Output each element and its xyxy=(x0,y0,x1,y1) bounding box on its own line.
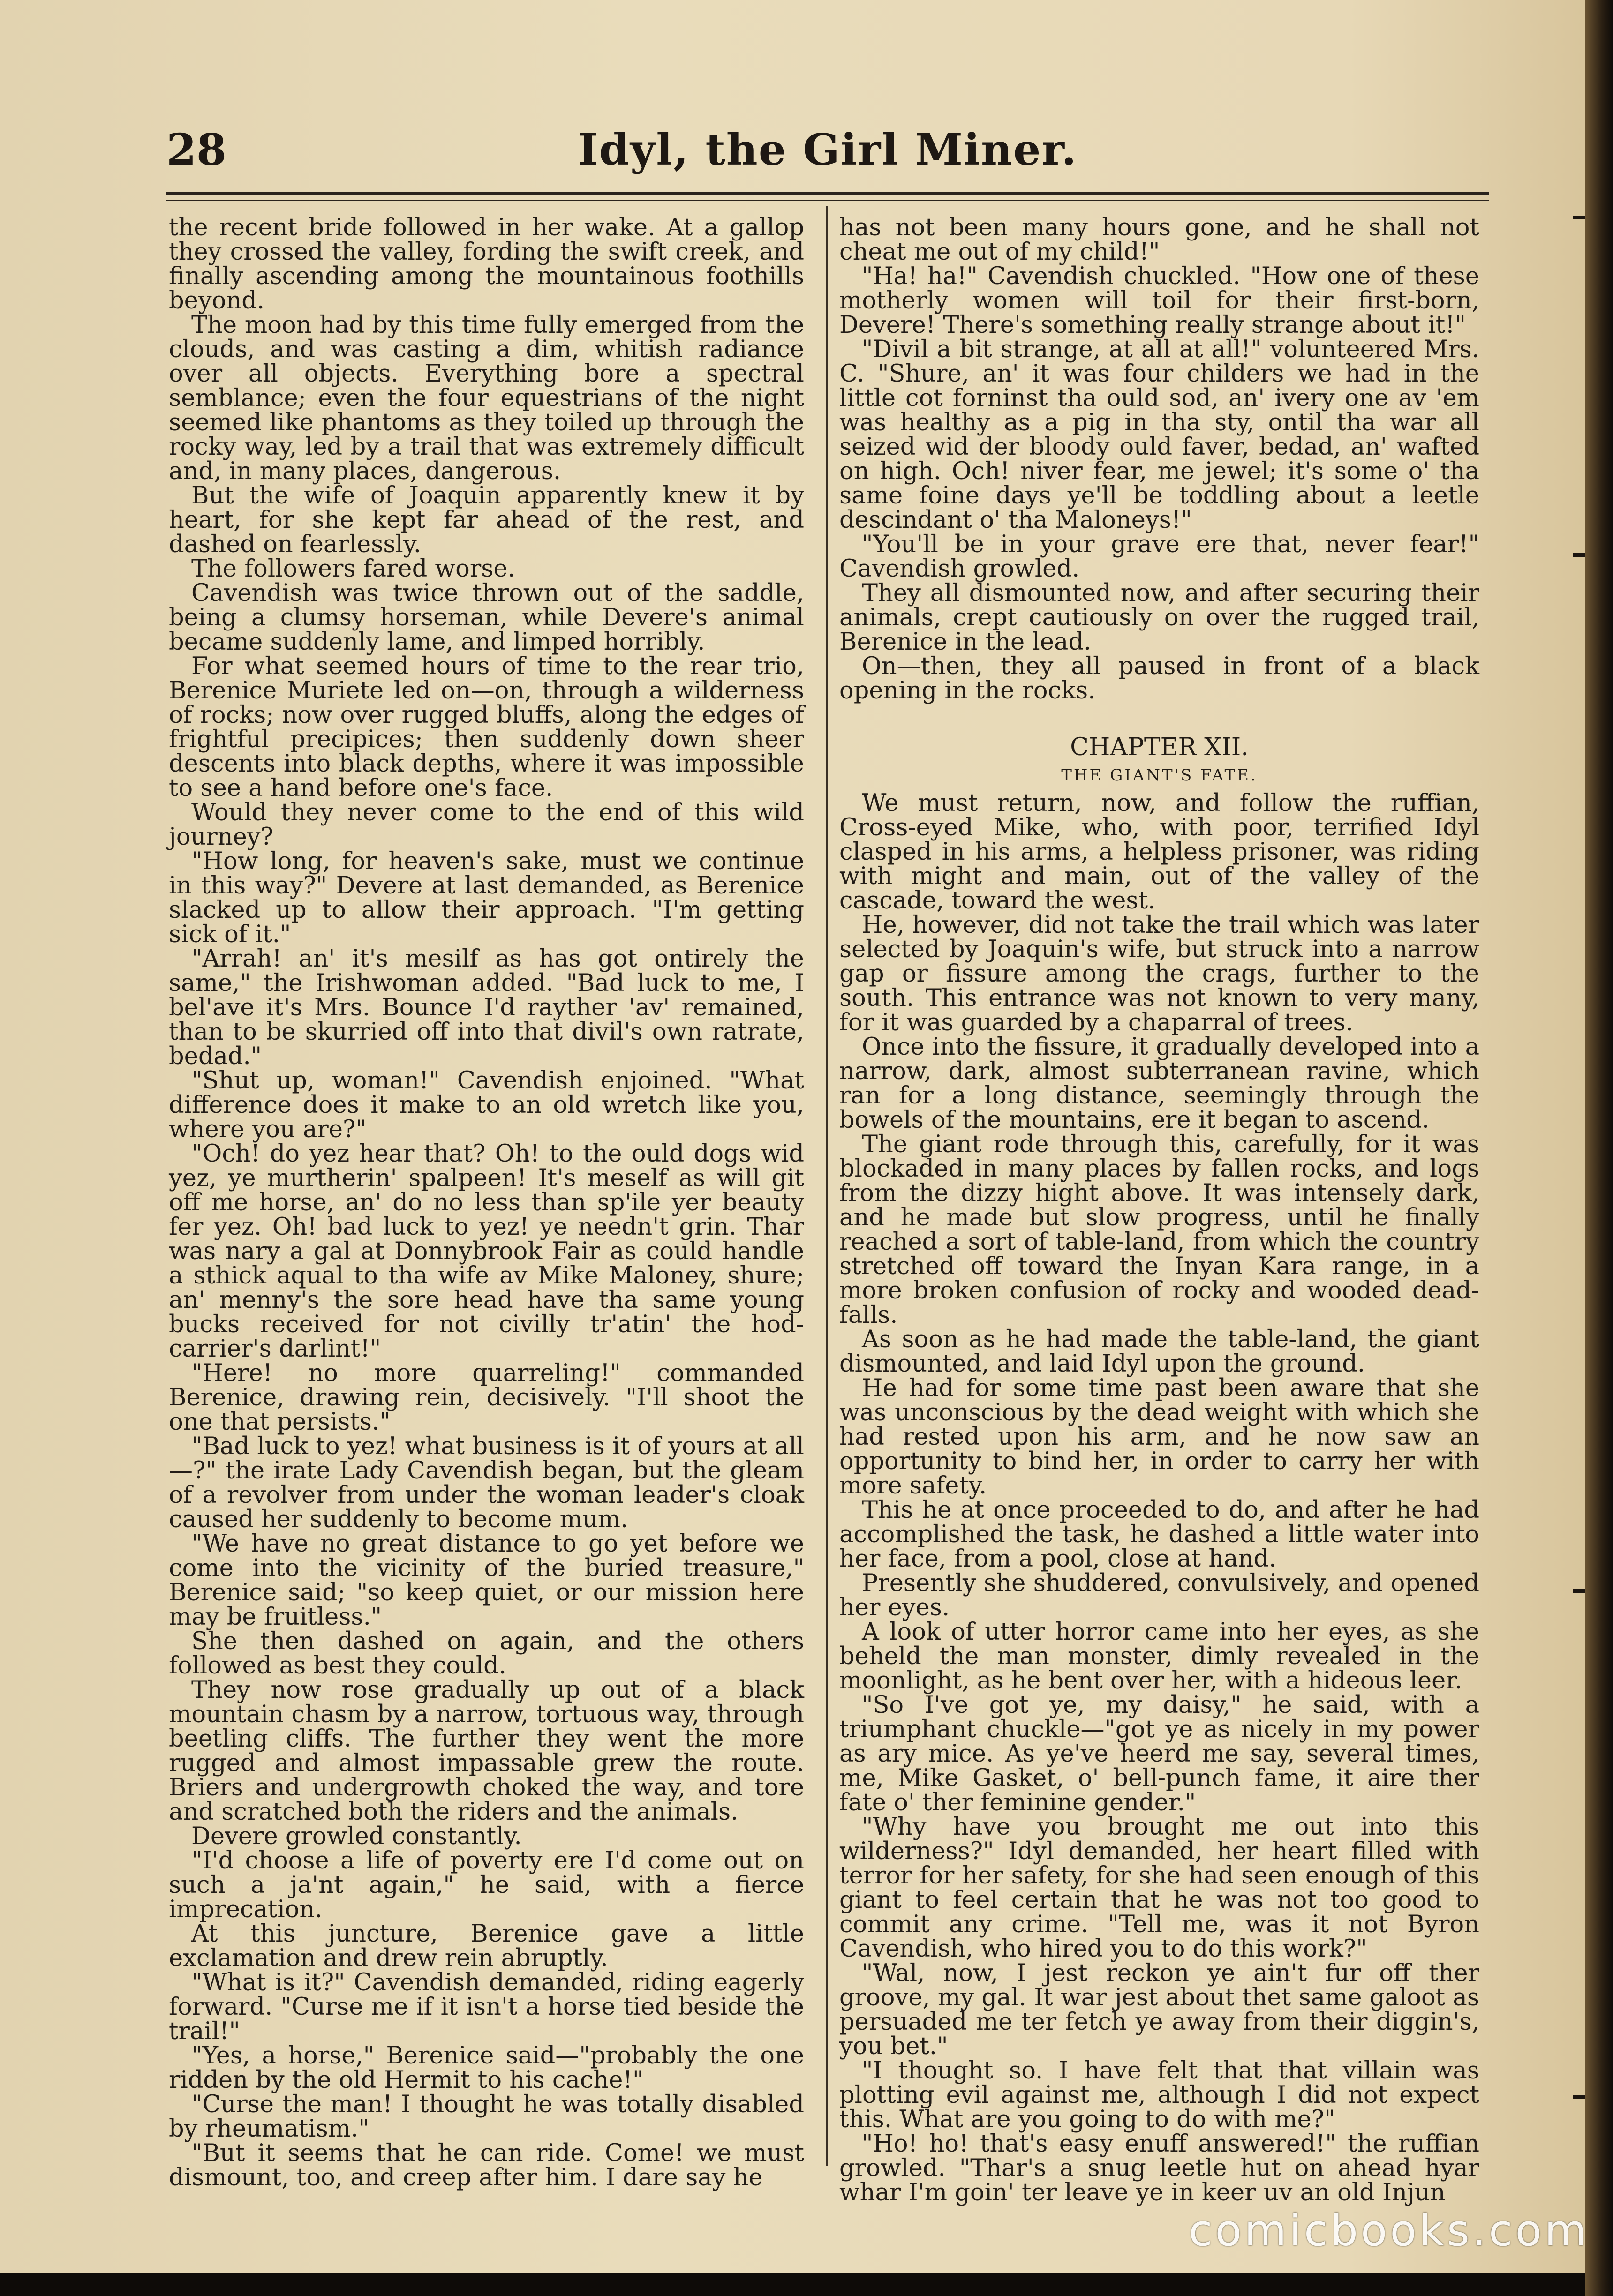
paragraph: "Wal, now, I jest reckon ye ain't fur off ther groove, my gal. It war jest about thet same galoot as persuaded me ter fetch ye away from their diggin's, you bet." xyxy=(839,1959,1479,2060)
paragraph: "So I've got ye, my daisy," he said, with a triumphant chuckle—"got ye as nicely in my power as ary mice. As ye've heerd me say, several times, me, Mike Gasket, o' bell-punch fame, it aire ther fate o' ther feminine gender." xyxy=(839,1691,1479,1816)
paragraph: "But it seems that he can ride. Come! we must dismount, too, and creep after him. I dare say he xyxy=(169,2139,804,2191)
paragraph: "Ho! ho! that's easy enuff answered!" the ruffian growled. "Thar's a snug leetle hut on ahead hyar whar I'm goin' ter leave ye in keer uv an old Injun xyxy=(839,2130,1479,2206)
paragraph: "Och! do yez hear that? Oh! to the ould dogs wid yez, ye murtherin' spalpeen! It's meself as will git off me horse, an' do no less than sp'ile yer beauty fer yez. Oh! bad luck to yez! ye needn't grin. Thar was nary a gal at Donnybrook Fair as could handle a sthick aqual to tha wife av Mike Maloney, shure; an' menny's the sore head have tha same young bucks received for not civilly tr'atin' the hod-carrier's darlint!" xyxy=(169,1140,804,1363)
paragraph: A look of utter horror came into her eyes, as she beheld the man monster, dimly revealed in the moonlight, as he bent over her, with a hideous leer. xyxy=(839,1618,1479,1695)
page-header xyxy=(166,124,1489,180)
paragraph: As soon as he had made the table-land, the giant dismounted, and laid Idyl upon the ground. xyxy=(839,1326,1479,1378)
paragraph: "Shut up, woman!" Cavendish enjoined. "What difference does it make to an old wretch like you, where you are?" xyxy=(169,1067,804,1143)
paragraph: "I'd choose a life of poverty ere I'd come out on such a ja'nt again," he said, with a fierce imprecation. xyxy=(169,1847,804,1923)
paragraph: At this juncture, Berenice gave a little exclamation and drew rein abruptly. xyxy=(169,1920,804,1972)
column-divider xyxy=(826,206,828,2166)
paragraph: "Ha! ha!" Cavendish chuckled. "How one of these motherly women will toil for their first-born, Devere! There's something really strange about it!" xyxy=(839,263,1479,339)
right-column xyxy=(839,214,1479,2206)
paragraph: The followers fared worse. xyxy=(191,555,515,583)
left-column xyxy=(169,214,804,2191)
paragraph: Presently she shuddered, convulsively, and opened her eyes. xyxy=(839,1569,1479,1621)
paragraph: the recent bride followed in her wake. At a gallop they crossed the valley, fording the swift creek, and finally ascending among the mountainous foothills beyond. xyxy=(169,214,804,315)
paragraph: Once into the fissure, it gradually developed into a narrow, dark, almost subterranean ravine, which ran for a long distance, seemingly through the bowels of the mountains, ere it began to ascend. xyxy=(839,1033,1479,1134)
staple-mark xyxy=(1573,553,1585,557)
binding-spine xyxy=(1585,0,1613,2296)
paragraph: He had for some time past been aware that she was unconscious by the dead weight with which she had rested upon his arm, and he now saw an opportunity to bind her, in order to carry her with more safety. xyxy=(839,1374,1479,1500)
paragraph: "Arrah! an' it's mesilf as has got ontirely the same," the Irishwoman added. "Bad luck to me, I bel'ave it's Mrs. Bounce I'd rayther 'av' remained, than to be skurried off into that divil's own ratrate, bedad." xyxy=(169,945,804,1070)
paragraph: They now rose gradually up out of a black mountain chasm by a narrow, tortuous way, through beetling cliffs. The further they went the more rugged and almost impassable grew the route. Briers and undergrowth choked the way, and tore and scratched both the riders and the animals. xyxy=(169,1676,804,1826)
paragraph: Cavendish was twice thrown out of the saddle, being a clumsy horseman, while Devere's animal became suddenly lame, and limped horribly. xyxy=(169,579,804,656)
paragraph: But the wife of Joaquin apparently knew it by heart, for she kept far ahead of the rest, and dashed on fearlessly. xyxy=(169,482,804,558)
paragraph: She then dashed on again, and the others followed as best they could. xyxy=(169,1628,804,1680)
paragraph: "I thought so. I have felt that that villain was plotting evil against me, although I did not expect this. What are you going to do with me?" xyxy=(839,2057,1479,2133)
page-number: 28 xyxy=(166,124,227,175)
chapter-heading: CHAPTER XII. xyxy=(1070,733,1249,761)
paragraph: "We have no great distance to go yet before we come into the vicinity of the buried treasure," Berenice said; "so keep quiet, or our mission here may be fruitless." xyxy=(169,1530,804,1631)
paragraph: has not been many hours gone, and he shall not cheat me out of my child!" xyxy=(839,214,1479,266)
paragraph: This he at once proceeded to do, and after he had accomplished the task, he dashed a little water into her face, from a pool, close at hand. xyxy=(839,1496,1479,1573)
paragraph: "Here! no more quarreling!" commanded Berenice, drawing rein, decisively. "I'll shoot the one that persists." xyxy=(169,1359,804,1436)
paragraph: The moon had by this time fully emerged from the clouds, and was casting a dim, whitish radiance over all objects. Everything bore a spectral semblance; even the four equestrians of the night seemed like phantoms as they toiled up through the rocky way, led by a trail that was extremely difficult and, in many places, dangerous. xyxy=(169,311,804,485)
paragraph: The giant rode through this, carefully, for it was blockaded in many places by fallen rocks, and logs from the dizzy hight above. It was intensely dark, and he made but slow progress, until he finally reached a sort of table-land, from which the country stretched off toward the Inyan Kara range, in a more broken confusion of rocky and wooded dead-falls. xyxy=(839,1131,1479,1329)
paragraph: We must return, now, and follow the ruffian, Cross-eyed Mike, who, with poor, terrified Idyl clasped in his arms, a helpless prisoner, was riding with might and main, out of the valley of the cascade, toward the west. xyxy=(839,789,1479,915)
paragraph: "Yes, a horse," Berenice said—"probably the one ridden by the old Hermit to his cache!" xyxy=(169,2042,804,2094)
paragraph: He, however, did not take the trail which was later selected by Joaquin's wife, but struck into a narrow gap or fissure among the crags, further to the south. This entrance was not known to very many, for it was guarded by a chaparral of trees. xyxy=(839,911,1479,1036)
paragraph: "You'll be in your grave ere that, never fear!" Cavendish growled. xyxy=(839,531,1479,583)
paragraph: Devere growled constantly. xyxy=(191,1823,522,1850)
staple-mark xyxy=(1573,216,1585,219)
staple-mark xyxy=(1573,2095,1585,2099)
staple-mark xyxy=(1573,1589,1585,1593)
paragraph: "Curse the man! I thought he was totally disabled by rheumatism." xyxy=(169,2091,804,2143)
paragraph: Would they never come to the end of this wild journey? xyxy=(169,799,804,851)
paragraph: "Bad luck to yez! what business is it of yours at all—?" the irate Lady Cavendish began, but the gleam of a revolver from under the woman leader's cloak caused her suddenly to become mum. xyxy=(169,1433,804,1533)
chapter-subtitle: THE GIANT'S FATE. xyxy=(1061,766,1258,785)
paragraph: "How long, for heaven's sake, must we continue in this way?" Devere at last demanded, as Berenice slacked up to allow their approach. "I'm getting sick of it." xyxy=(169,848,804,948)
watermark: comicbooks.com xyxy=(1189,2206,1590,2256)
paragraph: "Why have you brought me out into this wilderness?" Idyl demanded, her heart filled with terror for her safety, for she had seen enough of this giant to feel certain that he was not too good to commit any crime. "Tell me, was it not Byron Cavendish, who hired you to do this work?" xyxy=(839,1813,1479,1963)
paragraph: "Divil a bit strange, at all at all!" volunteered Mrs. C. "Shure, an' it was four childers we had in the little cot forninst tha ould sod, an' ivery one av 'em was healthy as a pig in tha sty, ontil tha war all seized wid der bloody ould faver, bedad, an' wafted on high. Och! niver fear, me jewel; it's some o' tha same foine days ye'll be toddling about a leetle descindant o' tha Maloneys!" xyxy=(839,336,1479,534)
running-title: Idyl, the Girl Miner. xyxy=(578,124,1078,175)
header-rule xyxy=(166,192,1489,201)
paragraph: "What is it?" Cavendish demanded, riding eagerly forward. "Curse me if it isn't a horse tied beside the trail!" xyxy=(169,1969,804,2045)
paragraph: They all dismounted now, and after securing their animals, crept cautiously on over the rugged trail, Berenice in the lead. xyxy=(839,579,1479,656)
paragraph: For what seemed hours of time to the rear trio, Berenice Muriete led on—on, through a wilderness of rocks; now over rugged bluffs, along the edges of frightful precipices; then suddenly down sheer descents into black depths, where it was impossible to see a hand before one's face. xyxy=(169,653,804,802)
paragraph: On—then, they all paused in front of a black opening in the rocks. xyxy=(839,653,1479,705)
